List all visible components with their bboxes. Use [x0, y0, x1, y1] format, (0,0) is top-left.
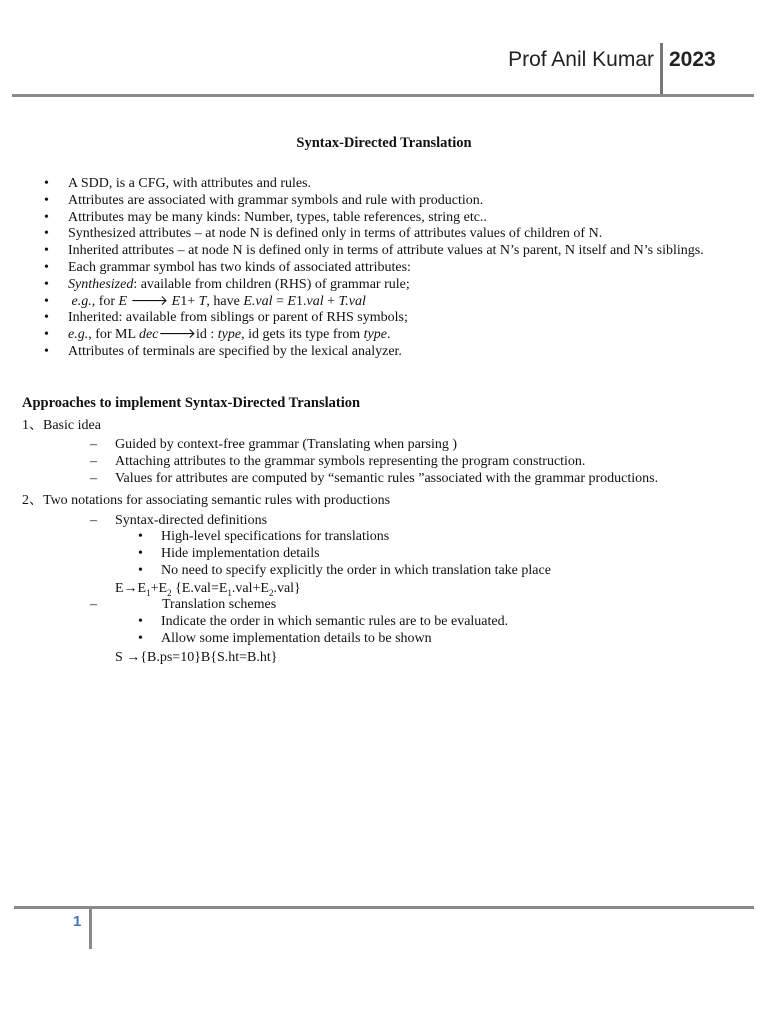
dash-marker: – [90, 513, 97, 528]
header-rule [12, 94, 754, 97]
header-year: 2023 [669, 48, 716, 71]
sdd-example: $E\to E_1+E_2$ $\{E.val=E_1.val+E_2.val\}$ [115, 581, 301, 598]
list-item: • Inherited attributes – at node N is defined only in terms of attribute values at N’s parent, N itself and N’s siblings. [44, 243, 749, 260]
page-number: 1 [73, 913, 82, 930]
list-item: • A SDD, is a CFG, with attributes and rules. [44, 176, 749, 193]
header-divider [660, 43, 663, 95]
list-item: • Attributes are associated with grammar symbols and rule with production. [44, 193, 749, 210]
ts-example: S →{B.ps=10}B{S.ht=B.ht} [115, 650, 278, 665]
attribute-bullet-list [44, 176, 749, 361]
list-item: • Each grammar symbol has two kinds of associated attributes: [44, 260, 749, 277]
page-title: Syntax-Directed Translation [296, 135, 472, 151]
list-item: • e.g., for E 🡒 E1+ T, have E.val = E1.val + T.val [44, 294, 749, 311]
dash-marker: – [90, 471, 97, 486]
arrow-icon: 🡒 [127, 293, 172, 309]
list-item: • e.g., for ML dec🡒id : type, id gets its type from type. [44, 327, 749, 344]
footer-rule [14, 906, 754, 909]
dash-marker: – [90, 454, 97, 469]
list-item: • Inherited: available from siblings or parent of RHS symbols; [44, 310, 749, 327]
two-notations-label: 2、Two notations for associating semantic rules with productions [22, 493, 391, 508]
footer-divider [89, 909, 92, 949]
list-item: • Attributes of terminals are specified by the lexical analyzer. [44, 344, 749, 361]
section-heading: Approaches to implement Syntax-Directed Translation [22, 395, 361, 411]
list-item: • Attributes may be many kinds: Number, types, table references, string etc.. [44, 210, 749, 227]
dash-marker: – [90, 437, 97, 452]
list-item: • Synthesized: available from children (RHS) of grammar rule; [44, 277, 749, 294]
header-author: Prof Anil Kumar [508, 48, 654, 71]
basic-idea-label: 1、Basic idea [22, 418, 101, 433]
dash-marker: – [90, 597, 97, 612]
list-item: • Synthesized attributes – at node N is defined only in terms of attributes values of children of N. [44, 226, 749, 243]
arrow-icon: 🡒 [158, 327, 197, 343]
